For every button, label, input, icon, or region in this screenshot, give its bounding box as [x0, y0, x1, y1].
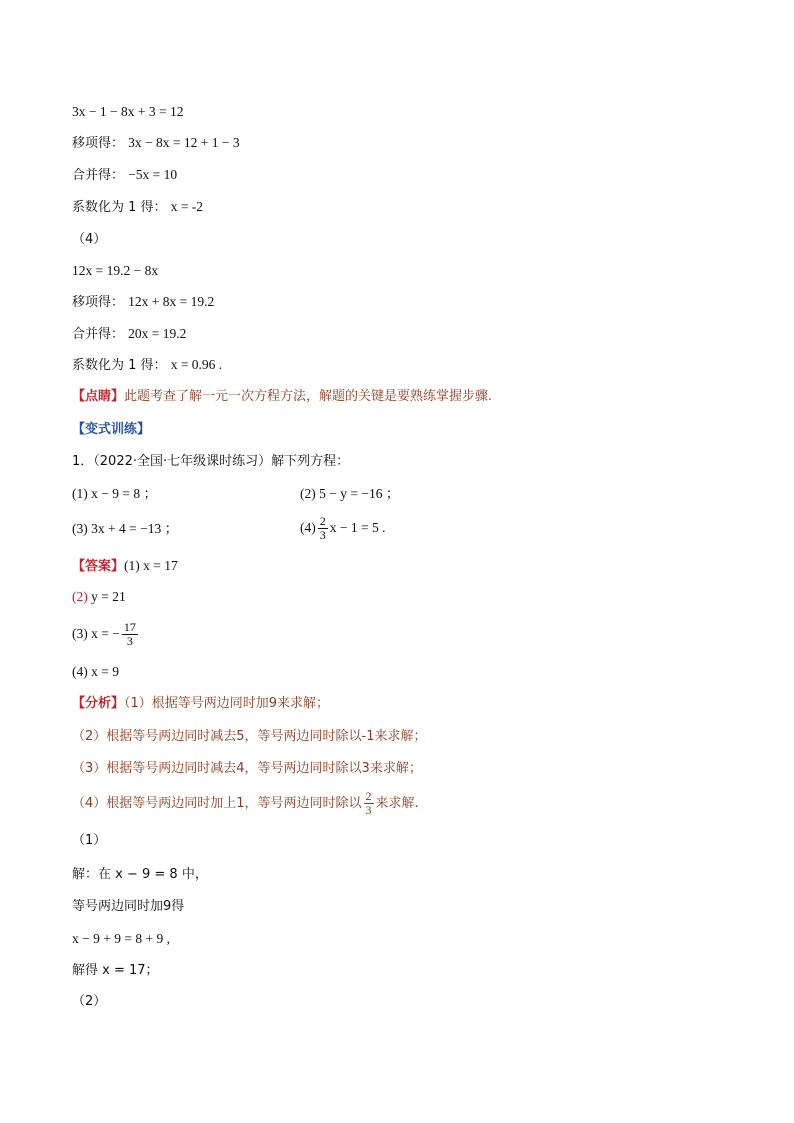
- answer-index: (2): [72, 589, 88, 604]
- step-label: 移项得：: [72, 295, 125, 310]
- solution-line-1: 解：在 x − 9 = 8 中，: [72, 867, 208, 882]
- analysis-text: 来求解.: [375, 796, 419, 811]
- problem-prefix: 1．（2022·全国·七年级课时练习）解下列方程：: [72, 454, 350, 469]
- solution-index-2: （2）: [72, 994, 107, 1009]
- step-label: 系数化为 1 得：: [72, 358, 167, 373]
- step-label: 合并得：: [72, 327, 125, 342]
- analysis-1: [72, 695, 329, 713]
- equation-line-1: 3x − 1 − 8x + 3 = 12: [72, 104, 184, 119]
- solution-line-4: 解得 x = 17；: [72, 963, 159, 978]
- solution-line-3: x − 9 + 9 = 8 + 9 ,: [72, 931, 170, 946]
- analysis-tag: 【分析】: [72, 696, 125, 711]
- analysis-text: （4）根据等号两边同时加上1，等号两边同时除以: [72, 796, 362, 811]
- answer-index: (3): [72, 626, 88, 641]
- dianjing-tag: 【点睛】: [72, 389, 125, 404]
- solution-line-2: 等号两边同时加9得: [72, 899, 185, 914]
- dianjing-note: [72, 388, 492, 406]
- answer-3: [72, 618, 140, 651]
- answer-2: [72, 588, 126, 607]
- answer-equation: (1) x = 17: [124, 558, 178, 573]
- step-combine-4: [72, 325, 186, 344]
- step-equation: 20x = 19.2: [128, 326, 187, 341]
- step-equation: 12x + 8x = 19.2: [128, 294, 215, 309]
- item-index: (4): [300, 520, 316, 535]
- step-label: 移项得：: [72, 136, 125, 151]
- step-coefficient: [72, 198, 203, 217]
- step-label: 系数化为 1 得：: [72, 200, 167, 215]
- step-move-terms: [72, 134, 240, 153]
- part-index-4: （4）: [72, 232, 107, 247]
- problem-item-2: (2) 5 − y = −16 ；: [300, 486, 400, 501]
- bianshi-heading: 【变式训练】: [72, 422, 151, 437]
- fraction: $\frac{2}{3}$: [319, 514, 326, 543]
- fraction: $\frac{2}{3}$: [365, 789, 372, 817]
- step-label: 合并得：: [72, 168, 125, 183]
- analysis-4: [72, 789, 419, 819]
- answer-equation: y = 21: [87, 589, 126, 604]
- problem-item-1: (1) x − 9 = 8 ；: [72, 486, 157, 501]
- step-equation: x = 0.96 .: [170, 357, 223, 372]
- analysis-text: （1）根据等号两边同时加9来求解；: [124, 696, 330, 711]
- solution-index-1: （1）: [72, 833, 107, 848]
- item-equation: x − 1 = 5 .: [329, 520, 386, 535]
- step-equation: −5x = 10: [128, 167, 178, 182]
- step-combine: [72, 166, 177, 185]
- problem-item-3: (3) 3x + 4 = −13 ；: [72, 521, 179, 536]
- answer-equation: x = −: [87, 626, 120, 641]
- answer-tag: 【答案】: [72, 559, 125, 574]
- problem-item-4: [300, 513, 385, 543]
- analysis-3: （3）根据等号两边同时减去4，等号两边同时除以3来求解；: [72, 761, 422, 776]
- dianjing-text: 此题考查了解一元一次方程方法，解题的关键是要熟练掌握步骤.: [124, 389, 493, 404]
- answer-1: [72, 557, 178, 576]
- equation-line-4: 12x = 19.2 − 8x: [72, 263, 159, 278]
- step-coefficient-4: [72, 356, 222, 375]
- step-equation: 3x − 8x = 12 + 1 − 3: [128, 135, 240, 150]
- analysis-2: （2）根据等号两边同时减去5，等号两边同时除以-1来求解；: [72, 729, 427, 744]
- fraction: $\frac{17}{3}$: [123, 620, 136, 648]
- answer-4: (4) x = 9: [72, 664, 119, 679]
- step-move-terms-4: [72, 293, 214, 312]
- step-equation: x = -2: [170, 199, 204, 214]
